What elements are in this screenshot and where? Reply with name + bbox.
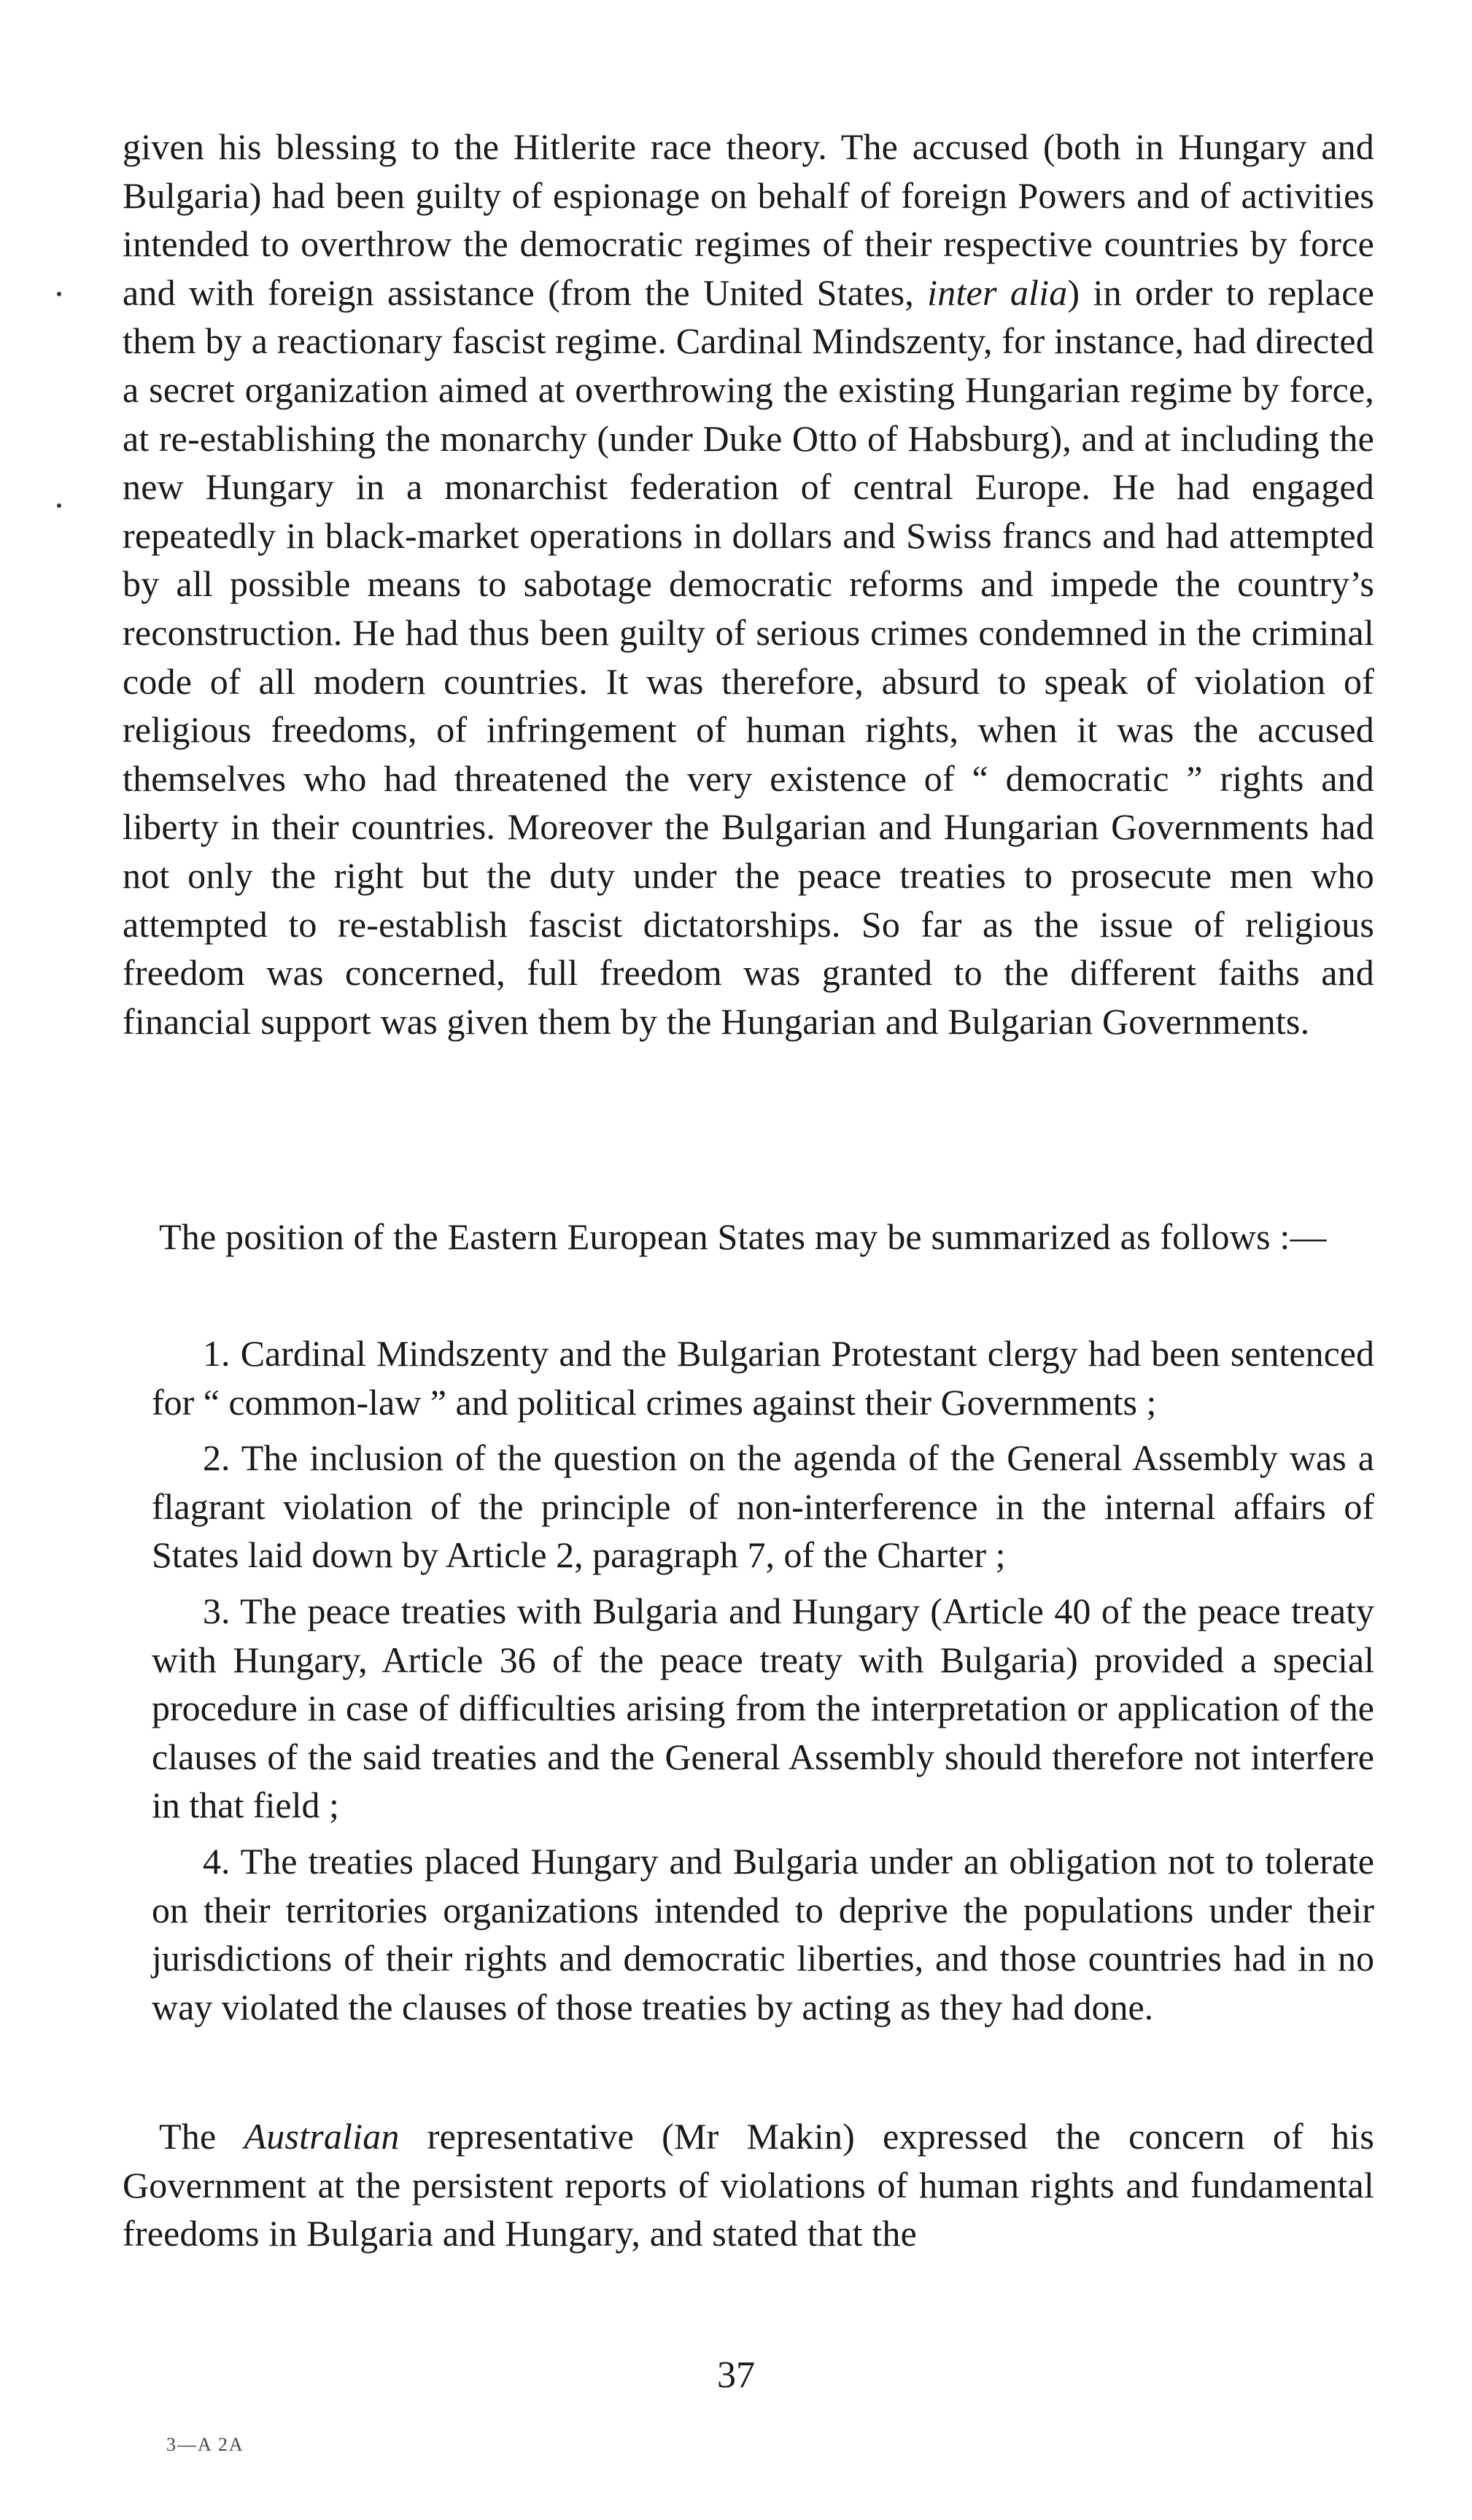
body-paragraph-3 — [123, 2112, 1374, 2258]
list-item-text: 4. The treaties placed Hungary and Bulgaria under an obligation not to tolerate on their territories organizations intended to deprive the populations under their jurisdictions of their rights and democratic liberties, and those countries had in no way violated the clauses of those treaties by acting as they had done. — [152, 1840, 1374, 2028]
list-item — [123, 1587, 1374, 1830]
paragraph-text: The position of the Eastern European States may be summarized as follows :— — [159, 1216, 1327, 1257]
list-item-text: 3. The peace treaties with Bulgaria and Hungary (Article 40 of the peace treaty with Hungary, Article 36 of the peace treaty with Bulgaria) provided a special procedure in case of difficulties arising from the interpretation or application of the clauses of the said treaties and the General Assembly should therefore not interfere in that field ; — [152, 1590, 1374, 1826]
list-item — [123, 1329, 1374, 1426]
paragraph-text: given his blessing to the Hitlerite race theory. The accused (both in Hungary and Bulgaria) had been guilty of espionage on behalf of foreign Powers and of activities intended to overthrow the democratic regimes of their respective countries by force and with foreign assistance (from the United States, — [123, 126, 1374, 313]
list-item — [123, 1837, 1374, 2031]
paragraph-text: The — [159, 2116, 244, 2157]
body-paragraph-2 — [123, 1213, 1374, 1261]
list-item — [123, 1434, 1374, 1580]
list-item-text: 2. The inclusion of the question on the agenda of the General Assembly was a flagrant violation of the principle of non-interference in the internal affairs of States laid down by Article 2, paragraph 7, of the Charter ; — [152, 1437, 1374, 1576]
body-paragraph-1 — [123, 123, 1374, 1046]
list-item-text: 1. Cardinal Mindszenty and the Bulgarian Protestant clergy had been sentenced for “ common-law ” and political crimes against their Governments ; — [152, 1333, 1374, 1423]
position-summary-list — [123, 1329, 1374, 2038]
italic-phrase: inter alia — [927, 271, 1068, 313]
paragraph-text: representative (Mr Makin) expressed the concern of his Government at the persistent reports of violations of human rights and fundamental freedoms in Bulgaria and Hungary, and stated that the — [123, 2116, 1374, 2254]
margin-dot-mark — [57, 503, 61, 508]
page-number: 37 — [717, 2354, 755, 2396]
italic-phrase: Australian — [244, 2116, 400, 2157]
margin-dot-mark — [57, 292, 61, 296]
paragraph-text: ) in order to replace them by a reactionary fascist regime. Cardinal Mindszenty, for instance, had directed a secret organization aimed at overthrowing the existing Hungarian regime by force, at re-establishing the monarchy (under Duke Otto of Habsburg), and at including the new Hungary in a monarchist federation of central Europe. He had engaged repeatedly in black-market operations in dollars and Swiss francs and had attempted by all possible means to sabotage democratic reforms and impede the country’s reconstruction. He had thus been guilty of serious crimes condemned in the criminal code of all modern countries. It was therefore, absurd to speak of violation of religious freedoms, of infringement of human rights, when it was the accused themselves who had threatened the very existence of “ democratic ” rights and liberty in their countries. Moreover the Bulgarian and Hungarian Governments had not only the right but the duty under the peace treaties to prosecute men who attempted to re-establish fascist dictatorships. So far as the issue of religious freedom was concerned, full freedom was granted to the different faiths and financial support was given them by the Hungarian and Bulgarian Governments. — [123, 271, 1374, 1042]
printer-signature-mark: 3—A 2A — [166, 2434, 244, 2455]
